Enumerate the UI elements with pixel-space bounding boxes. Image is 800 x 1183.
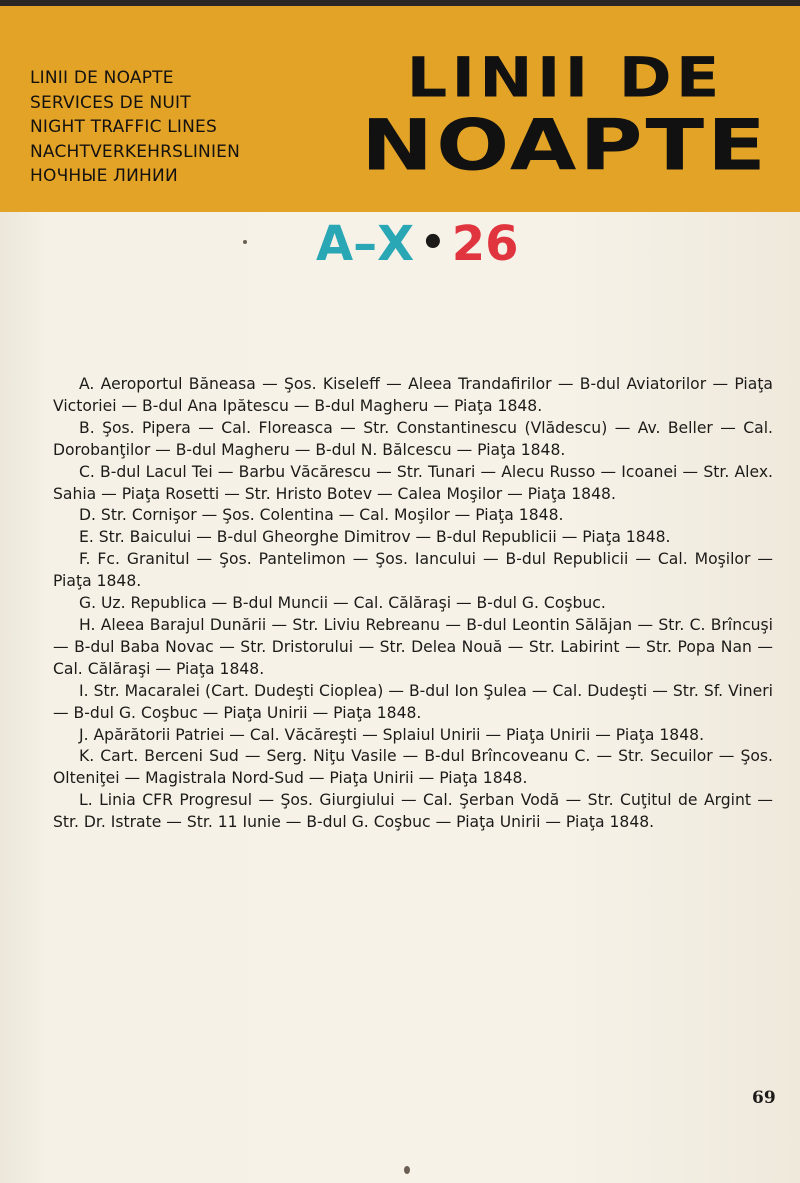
route-l: L. Linia CFR Progresul — Şos. Giurgiului — Cal. Şerban Vodă — Str. Cuţitul de Argint — Str. Dr. Istrate — Str. 11 Iunie — B-dul G. Coşbuc — Piaţa Unirii — Piaţa 1848. [53, 791, 773, 832]
route-k: K. Cart. Berceni Sud — Serg. Niţu Vasile — B-dul Brîncoveanu C. — Str. Secuilor — Şos. Olteniţei — Magistrala Nord-Sud — Piaţa Unirii — Piaţa 1848. [53, 747, 773, 788]
route-d: D. Str. Cornişor — Şos. Colentina — Cal. Moşilor — Piaţa 1848. [79, 506, 564, 525]
route-g: G. Uz. Republica — B-dul Muncii — Cal. Călăraşi — B-dul G. Coşbuc. [79, 594, 606, 613]
header-band [0, 6, 800, 212]
route-f: F. Fc. Granitul — Şos. Pantelimon — Şos. Iancului — B-dul Republicii — Cal. Moşilor — Piaţa 1848. [53, 550, 773, 591]
route-h: H. Aleea Barajul Dunării — Str. Liviu Rebreanu — B-dul Leontin Sălăjan — Str. C. Brîncuşi — B-dul Baba Novac — Str. Dristorului — Str. Delea Nouă — Str. Labirint — Str. Popa Nan — Cal. Călăraşi — Piaţa 1848. [53, 615, 773, 678]
route-i: I. Str. Macaralei (Cart. Dudeşti Cioplea) — B-dul Ion Şulea — Cal. Dudeşti — Str. Sf. Vineri — B-dul G. Coşbuc — Piaţa Unirii — Piaţa 1848. [53, 681, 773, 722]
title-line-2: NOAPTE [361, 104, 769, 187]
paper-speck [404, 1166, 410, 1174]
route-e: E. Str. Baicului — B-dul Gheorghe Dimitrov — B-dul Republicii — Piaţa 1848. [79, 528, 671, 547]
title-line-1: LINII DE [406, 46, 724, 111]
route-code-letters: A–X [316, 216, 415, 272]
language-list [30, 66, 320, 189]
route-code [316, 216, 556, 272]
paper-speck [243, 240, 247, 244]
route-c: C. B-dul Lacul Tei — Barbu Văcărescu — Str. Tunari — Alecu Russo — Icoanei — Str. Alex. Sahia — Piaţa Rosetti — Str. Hristo Botev — Calea Moşilor — Piaţa 1848. [53, 462, 773, 503]
language-german: NACHTVERKEHRSLINIEN [30, 141, 241, 162]
language-romanian: LINII DE NOAPTE [30, 68, 174, 88]
route-code-dot: • [420, 220, 446, 266]
route-j: J. Apărătorii Patriei — Cal. Văcăreşti — Splaiul Unirii — Piaţa Unirii — Piaţa 1848. [79, 725, 705, 744]
language-english: NIGHT TRAFFIC LINES [30, 117, 217, 137]
language-french: SERVICES DE NUIT [30, 92, 191, 113]
route-code-number: 26 [451, 216, 519, 272]
route-a: A. Aeroportul Băneasa — Şos. Kiseleff — Aleea Trandafirilor — B-dul Aviatorilor — Piaţa Victoriei — B-dul Ana Ipătescu — B-dul Magheru — Piaţa 1848. [53, 375, 773, 415]
route-b: B. Şos. Pipera — Cal. Floreasca — Str. Constantinescu (Vlădescu) — Av. Beller — Cal. Dorobanţilor — B-dul Magheru — B-dul N. Bălcescu — Piaţa 1848. [53, 418, 773, 459]
language-russian: НОЧНЫЕ ЛИНИИ [30, 166, 178, 186]
page-title [340, 46, 790, 194]
route-list [53, 374, 773, 834]
page-number: 69 [752, 1088, 776, 1108]
